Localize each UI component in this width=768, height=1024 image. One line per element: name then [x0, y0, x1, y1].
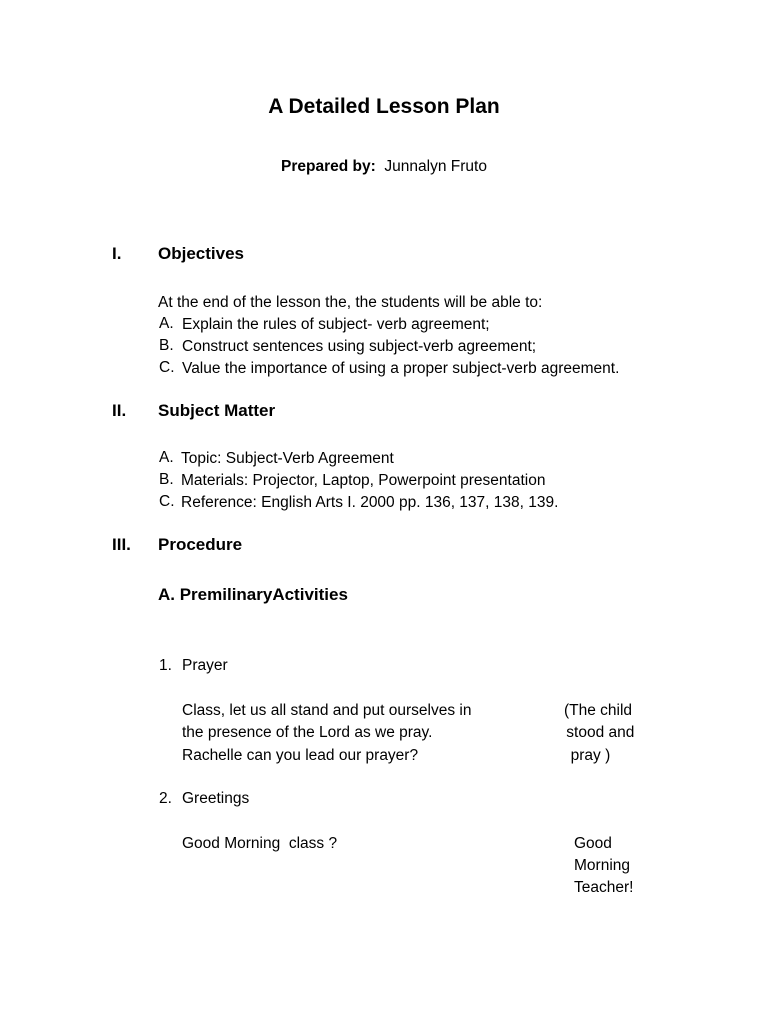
subsection-title-preliminary: A. PremilinaryActivities [158, 585, 348, 604]
student-response-line: (The child [564, 702, 633, 719]
student-response-line: pray ) [562, 747, 611, 764]
prepared-by [0, 158, 768, 176]
objective-item: Value the importance of using a proper subject-verb agreement. [182, 360, 620, 377]
step-label-prayer: Prayer [182, 657, 228, 674]
section-title-objectives: Objectives [158, 244, 244, 263]
objectives-intro: At the end of the lesson the, the students will be able to: [158, 294, 543, 311]
subject-matter-letter: C. [159, 493, 175, 510]
step-number: 2. [159, 790, 172, 807]
teacher-line: the presence of the Lord as we pray. [182, 724, 433, 741]
objective-item: Construct sentences using subject-verb agreement; [182, 338, 537, 355]
section-numeral-objectives: I. [112, 244, 122, 263]
subject-matter-item: Reference: English Arts I. 2000 pp. 136, 137, 138, 139. [181, 494, 559, 511]
step-number: 1. [159, 657, 172, 674]
subject-matter-item: Topic: Subject-Verb Agreement [181, 450, 394, 467]
objective-letter: A. [159, 315, 174, 332]
student-response-line: Teacher! [574, 879, 634, 896]
step-label-greetings: Greetings [182, 790, 250, 807]
student-response-line: Morning [574, 857, 630, 874]
subject-matter-item: Materials: Projector, Laptop, Powerpoint presentation [181, 472, 546, 489]
objective-letter: B. [159, 337, 174, 354]
teacher-line: Rachelle can you lead our prayer? [182, 747, 419, 764]
teacher-line: Good Morning class ? [182, 835, 338, 852]
section-title-subject-matter: Subject Matter [158, 401, 276, 420]
section-numeral-procedure: III. [112, 535, 131, 554]
section-title-procedure: Procedure [158, 535, 243, 554]
teacher-line: Class, let us all stand and put ourselves in [182, 702, 472, 719]
prepared-by-label: Prepared by: [281, 158, 376, 175]
student-response-line: stood and [562, 724, 635, 741]
page-title: A Detailed Lesson Plan [268, 95, 500, 118]
subject-matter-letter: B. [159, 471, 174, 488]
subject-matter-letter: A. [159, 449, 174, 466]
objective-item: Explain the rules of subject- verb agreement; [182, 316, 490, 333]
objective-letter: C. [159, 359, 175, 376]
student-response-line: Good [574, 835, 612, 852]
prepared-by-name: Junnalyn Fruto [384, 158, 487, 175]
section-numeral-subject-matter: II. [112, 401, 127, 420]
